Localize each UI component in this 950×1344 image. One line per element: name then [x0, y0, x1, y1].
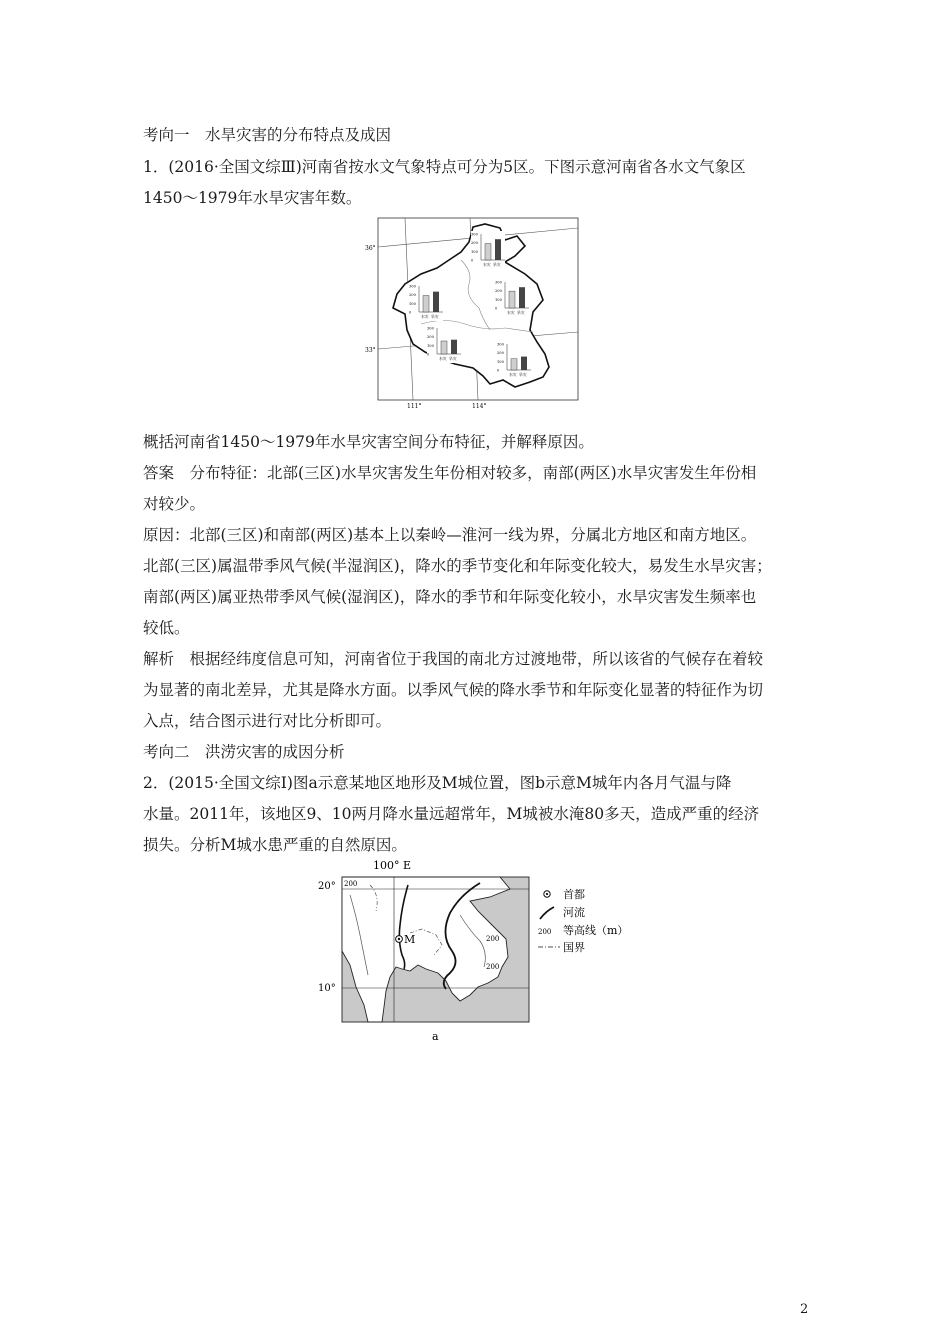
mekong-map-figure [310, 855, 640, 1045]
bar-category-label: 旱灾 [493, 262, 501, 267]
drought-bar [433, 292, 439, 312]
region-bar-chart-4 [427, 325, 461, 363]
q1-prompt: 概括河南省1450～1979年水旱灾害空间分布特征，并解释原因。 [143, 433, 594, 451]
bar-category-label: 旱灾 [449, 356, 457, 361]
q1-analysis-line-3: 入点，结合图示进行对比分析即可。 [143, 712, 392, 730]
axis-tick-label: 0 [495, 306, 498, 311]
axis-tick-label: 0 [427, 352, 430, 357]
axis-tick-label: 300 [471, 232, 478, 237]
figure-caption-a: a [432, 1030, 439, 1043]
q1-line-2: 1450～1979年水旱灾害年数。 [143, 189, 362, 207]
legend-contour-value: 200 [538, 928, 552, 936]
axis-tick-label: 200 [427, 335, 434, 340]
axis-tick-label: 100 [495, 297, 502, 302]
flood-bar [441, 341, 447, 354]
q1-answer-line-3: 原因：北部(三区)和南部(两区)基本上以秦岭—淮河一线为界，分属北方地区和南方地区。 [143, 526, 757, 544]
lon-label-114: 114° [472, 403, 487, 410]
axis-tick-label: 100 [409, 301, 416, 306]
axis-tick-label: 100 [497, 359, 504, 364]
axis-tick-label: 0 [471, 258, 474, 263]
lon-label-100e: 100° E [373, 859, 412, 872]
q2-line-1: 2．(2015·全国文综Ⅰ)图a示意某地区地形及M城位置，图b示意M城年内各月气温与降 [143, 774, 732, 792]
contour-label-1: 200 [344, 880, 358, 888]
axis-tick-label: 300 [497, 342, 504, 347]
flood-bar [509, 291, 515, 308]
q1-answer-line-6: 较低。 [143, 619, 190, 637]
region-bar-chart-5 [497, 341, 531, 379]
bar-category-label: 水灾 [509, 372, 517, 377]
axis-tick-label: 0 [497, 368, 500, 373]
legend-river: 河流 [563, 906, 585, 919]
legend-capital: 首都 [563, 888, 585, 901]
q1-answer-line-1: 答案 分布特征：北部(三区)水旱灾害发生年份相对较多，南部(两区)水旱灾害发生年份相 [143, 464, 757, 482]
axis-tick-label: 300 [427, 326, 434, 331]
flood-bar [485, 244, 491, 260]
bar-category-label: 旱灾 [517, 310, 525, 315]
q1-analysis-line-2: 为显著的南北差异，尤其是降水方面。以季风气候的降水季节和年际变化显著的特征作为切 [143, 681, 764, 699]
drought-bar [495, 239, 501, 260]
page-number: 2 [800, 1302, 809, 1317]
bar-category-label: 水灾 [439, 356, 447, 361]
axis-tick-label: 300 [495, 280, 502, 285]
q2-line-2: 水量。2011年，该地区9、10两月降水量远超常年，M城被水淹80多天，造成严重的经济 [143, 805, 760, 823]
axis-tick-label: 100 [471, 249, 478, 254]
legend-border: 国界 [563, 941, 585, 954]
contour-label-3: 200 [486, 963, 500, 971]
region-bar-chart-3 [409, 283, 443, 321]
lon-label-111: 111° [407, 403, 422, 410]
flood-bar [511, 359, 517, 370]
axis-tick-label: 0 [409, 310, 412, 315]
legend-contour: 等高线（m） [563, 924, 629, 937]
drought-bar [451, 340, 457, 354]
section2-title: 考向二 洪涝灾害的成因分析 [143, 743, 345, 761]
axis-tick-label: 200 [409, 293, 416, 298]
river-legend-icon [540, 907, 554, 919]
bar-category-label: 旱灾 [431, 314, 439, 319]
q1-analysis-line-1: 解析 根据经纬度信息可知，河南省位于我国的南北方过渡地带，所以该省的气候存在着较 [143, 650, 764, 668]
section1-title: 考向一 水旱灾害的分布特点及成因 [143, 126, 392, 144]
lat-label-20: 20° [318, 881, 336, 892]
q1-line-1: 1．(2016·全国文综Ⅲ)河南省按水文气象特点可分为5区。下图示意河南省各水文气象区 [143, 158, 746, 176]
axis-tick-label: 200 [471, 241, 478, 246]
q2-line-3: 损失。分析M城水患严重的自然原因。 [143, 836, 407, 854]
lat-label-36: 36° [365, 245, 376, 252]
lat-label-10: 10° [318, 983, 336, 994]
axis-tick-label: 200 [495, 289, 502, 294]
contour-label-2: 200 [486, 935, 500, 943]
city-m-label: M [404, 933, 416, 946]
q1-answer-line-4: 北部(三区)属温带季风气候(半湿润区)，降水的季节变化和年际变化较大，易发生水旱灾害； [143, 557, 772, 575]
lat-label-33: 33° [365, 347, 376, 354]
bar-category-label: 水灾 [507, 310, 515, 315]
q1-answer-line-5: 南部(两区)属亚热带季风气候(湿润区)，降水的季节和年际变化较小，水旱灾害发生频率也 [143, 588, 757, 606]
drought-bar [519, 287, 525, 308]
drought-bar [521, 357, 527, 370]
bar-category-label: 旱灾 [519, 372, 527, 377]
flood-bar [423, 296, 429, 312]
axis-tick-label: 200 [497, 351, 504, 356]
bar-category-label: 水灾 [421, 314, 429, 319]
q1-answer-line-2: 对较少。 [143, 495, 206, 513]
axis-tick-label: 300 [409, 284, 416, 289]
henan-map-figure [365, 212, 587, 412]
bar-category-label: 水灾 [483, 262, 491, 267]
region-bar-chart-1 [471, 231, 505, 269]
axis-tick-label: 100 [427, 343, 434, 348]
region-bar-chart-2 [495, 279, 529, 317]
